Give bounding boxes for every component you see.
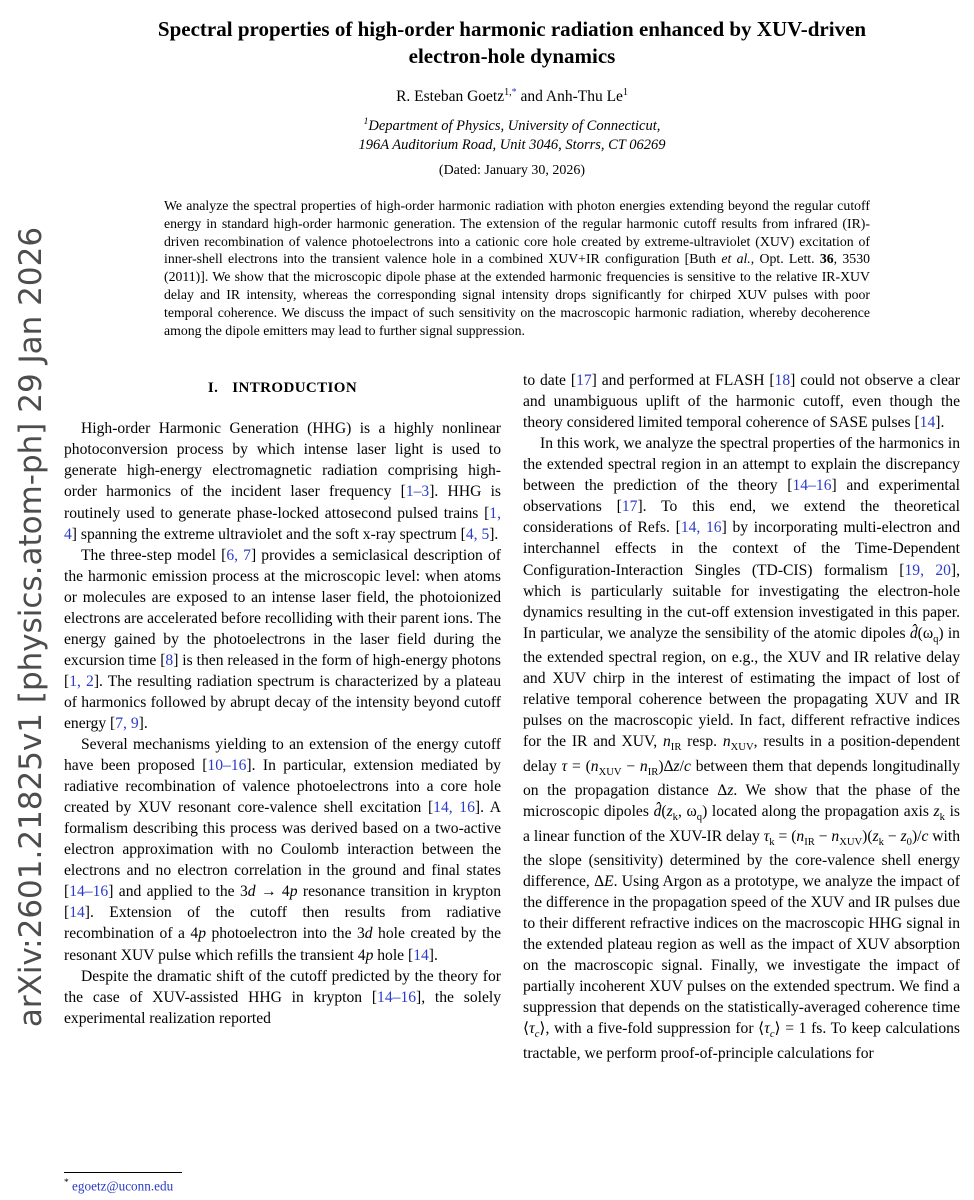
- arxiv-watermark: arXiv:2601.21825v1 [physics.atom-ph] 29 Jan 2026: [13, 226, 49, 1028]
- citation-link[interactable]: 7, 9: [115, 714, 139, 732]
- citation-link[interactable]: 14: [413, 946, 429, 964]
- author-footnote-marker[interactable]: *: [511, 86, 517, 98]
- paper-title: Spectral properties of high-order harmonic radiation enhanced by XUV-driven electron-hole dynamics: [157, 17, 867, 69]
- author-1-affil-sup: 1,*: [504, 86, 517, 98]
- paper-date: (Dated: January 30, 2026): [438, 162, 586, 178]
- affiliation-line-1: $^1$Department of Physics, University of Connecticut,: [363, 116, 661, 134]
- citation-link[interactable]: 18: [774, 372, 791, 390]
- authors-line: [64, 87, 960, 106]
- paragraph: Despite the dramatic shift of the cutoff predicted by the theory for the case of XUV-assisted HHG in krypton [14–16], the solely experimental realization reported: [64, 967, 501, 1027]
- paragraph: Several mechanisms yielding to an extension of the energy cutoff have been proposed [10–16]. In particular, extension mediated by radiative recombination of valence photoelectrons into a core hole created by XUV resonant core-valence shell excitation [14, 16]. A formalism describing this process was derived based on a two-active electron approximation with no Coulomb interaction between the electrons and no electron correlation in the ground and final states [14–16] and applied to the 3d → 4p resonance transition in krypton [14]. Extension of the cutoff then results from radiative recombination of a 4p photoelectron into the 3d hole created by the resonant XUV pulse which refills the transient 4p hole [14].: [64, 736, 502, 964]
- footnote-rule: [64, 1172, 182, 1173]
- paragraph: In this work, we analyze the spectral properties of the harmonics in the extended spectral region in an attempt to explain the discrepancy between the prediction of the theory [14–16] and experimental observations [17]. To this end, we extend the theoretical considerations of Refs. [14, 16] by incorporating multi-electron and interchannel effects in the context of the Time-Dependent Configuration-Interaction Singles (TD-CIS) formalism [19, 20], which is particularly suitable for investigating the electron-hole dynamics resulting in the cut-off extension investigated in this paper. In particular, we analyze the sensibility of the atomic dipoles $d̂(\omega_q)$ in the extended spectral region, on e.g., the XUV and IR relative delay and XUV chirp in the interest of estimating the impact of lost of relative temporal coherence between the propagating XUV and IR pulses on the macroscopic yield. In fact, different refractive indices for the IR and XUV, $n_{IR}$ resp. $n_{XUV}$, results in a position-dependent delay $\tau = (n_{XUV} - n_{IR})\Delta z/c$ between them that depends longitudinally on the propagation distance Δz. We show that the phase of the microscopic dipoles $d̂(z_k$, $\omega_q$) located along the propagation axis $z_k$ is a linear function of the XUV-IR delay $\tau_k = (n_{IR} - n_{XUV})(z_k - z_0)/c$ with the slope (sensitivity) determined by the core-valence shell energy difference, ΔE. Using Argon as a prototype, we analyze the impact of the difference in the propagation speed of the XUV and IR pulses due to their different refractive indices on the macroscopic HHG signal in the extended plateau region as well as the impact of XUV absorption on the macroscopic signal. Finally, we investigate the impact of partially incoherent XUV pulses on the extended spectrum. We find a suppression that depends on the statistically-averaged coherence time $⟨\tau_c⟩$, with a five-fold suppression for $⟨\tau_c⟩ = 1$ fs. To keep calculations tractable, we perform proof-of-principle calculations for: [523, 435, 961, 1062]
- author-1: R. Esteban Goetz: [396, 87, 505, 105]
- two-column-body: [64, 370, 960, 1064]
- citation-link[interactable]: 17: [621, 498, 638, 516]
- citation-link[interactable]: 17: [576, 372, 592, 390]
- citation-link[interactable]: 14, 16: [680, 519, 722, 537]
- affiliation-line-2: 196A Auditorium Road, Unit 3046, Storrs, CT 06269: [358, 137, 666, 154]
- paragraph: High-order Harmonic Generation (HHG) is a highly nonlinear photoconversion process by which intense laser light is used to generate high-energy electromagnetic radiation comprising high-order harmonics of the incident laser frequency [1–3]. HHG is routinely used to generate phase-locked attosecond pulsed trains [1, 4] spanning the extreme ultraviolet and the soft x-ray spectrum [4, 5].: [64, 420, 501, 543]
- section-number: I.: [207, 380, 219, 397]
- left-column: [64, 370, 501, 1064]
- citation-link[interactable]: 10–16: [207, 757, 247, 775]
- footnote-marker: *: [64, 1177, 69, 1188]
- paragraph: The three-step model [6, 7] provides a semiclasical description of the harmonic emission process at the microscopic level: when atoms or molecules are exposed to an intense laser field, the photoionized electrons are accelerated before recolliding with their parent ions. The energy gained by the photoelectrons in the laser field during the excursion time [8] is then released in the form of high-energy photons [1, 2]. The resulting radiation spectrum is characterized by a plateau of harmonics followed by abrupt decay of the intensity beyond cutoff energy [7, 9].: [64, 546, 502, 732]
- citation-link[interactable]: 14: [69, 904, 85, 922]
- abstract: We analyze the spectral properties of high-order harmonic radiation with photon energies extending beyond the regular cutoff energy in standard high-order harmonic generation. The extension of the regular harmonic cutoff results from infrared (IR)-driven recombination of valence photoelectrons into a cationic core hole created by extreme-ultraviolet (XUV) excitation of inner-shell electrons into the transient valence hole in a combined XUV+IR configuration [Buth et al., Opt. Lett. 36, 3530 (2011)]. We show that the microscopic dipole phase at the extended harmonic frequencies is sensitive to the relative IR-XUV delay and IR intensity, whereas the corresponding signal intensity drops significantly for chirped XUV pulses with poor temporal coherence. We discuss the impact of such sensitivity on the macroscopic harmonic radiation, whereby decoherence among the dipole emitters may lead to further signal suppression.: [164, 197, 870, 339]
- paragraph: to date [17] and performed at FLASH [18] could not observe a clear and unambiguous uplift of the harmonic cutoff, even though the theory considered limited temporal coherence of SASE pulses [14].: [523, 372, 961, 432]
- right-column: [523, 370, 960, 1064]
- citation-link[interactable]: 19, 20: [904, 561, 951, 579]
- citation-link[interactable]: 8: [165, 651, 174, 669]
- citation-link[interactable]: 14–16: [792, 477, 832, 495]
- author-2-affil-sup: 1: [622, 86, 628, 98]
- citation-link[interactable]: 6, 7: [226, 546, 251, 564]
- citation-link[interactable]: 1, 4: [64, 504, 501, 543]
- citation-link[interactable]: 14–16: [69, 883, 109, 901]
- author-2: Anh-Thu Le: [545, 87, 623, 105]
- section-title: INTRODUCTION: [232, 380, 358, 397]
- email-link[interactable]: egoetz@uconn.edu: [72, 1178, 174, 1193]
- section-heading-introduction: [64, 378, 501, 398]
- citation-link[interactable]: 14–16: [377, 988, 417, 1006]
- paper-content: [64, 0, 960, 1064]
- citation-link[interactable]: 14, 16: [433, 799, 475, 817]
- citation-link[interactable]: 4, 5: [465, 525, 490, 543]
- citation-link[interactable]: 1–3: [405, 483, 430, 501]
- footnote: [64, 1172, 501, 1194]
- citation-link[interactable]: 1, 2: [69, 672, 94, 690]
- citation-link[interactable]: 14: [919, 414, 936, 432]
- authors-and: and: [516, 87, 546, 105]
- affiliation: [64, 116, 960, 156]
